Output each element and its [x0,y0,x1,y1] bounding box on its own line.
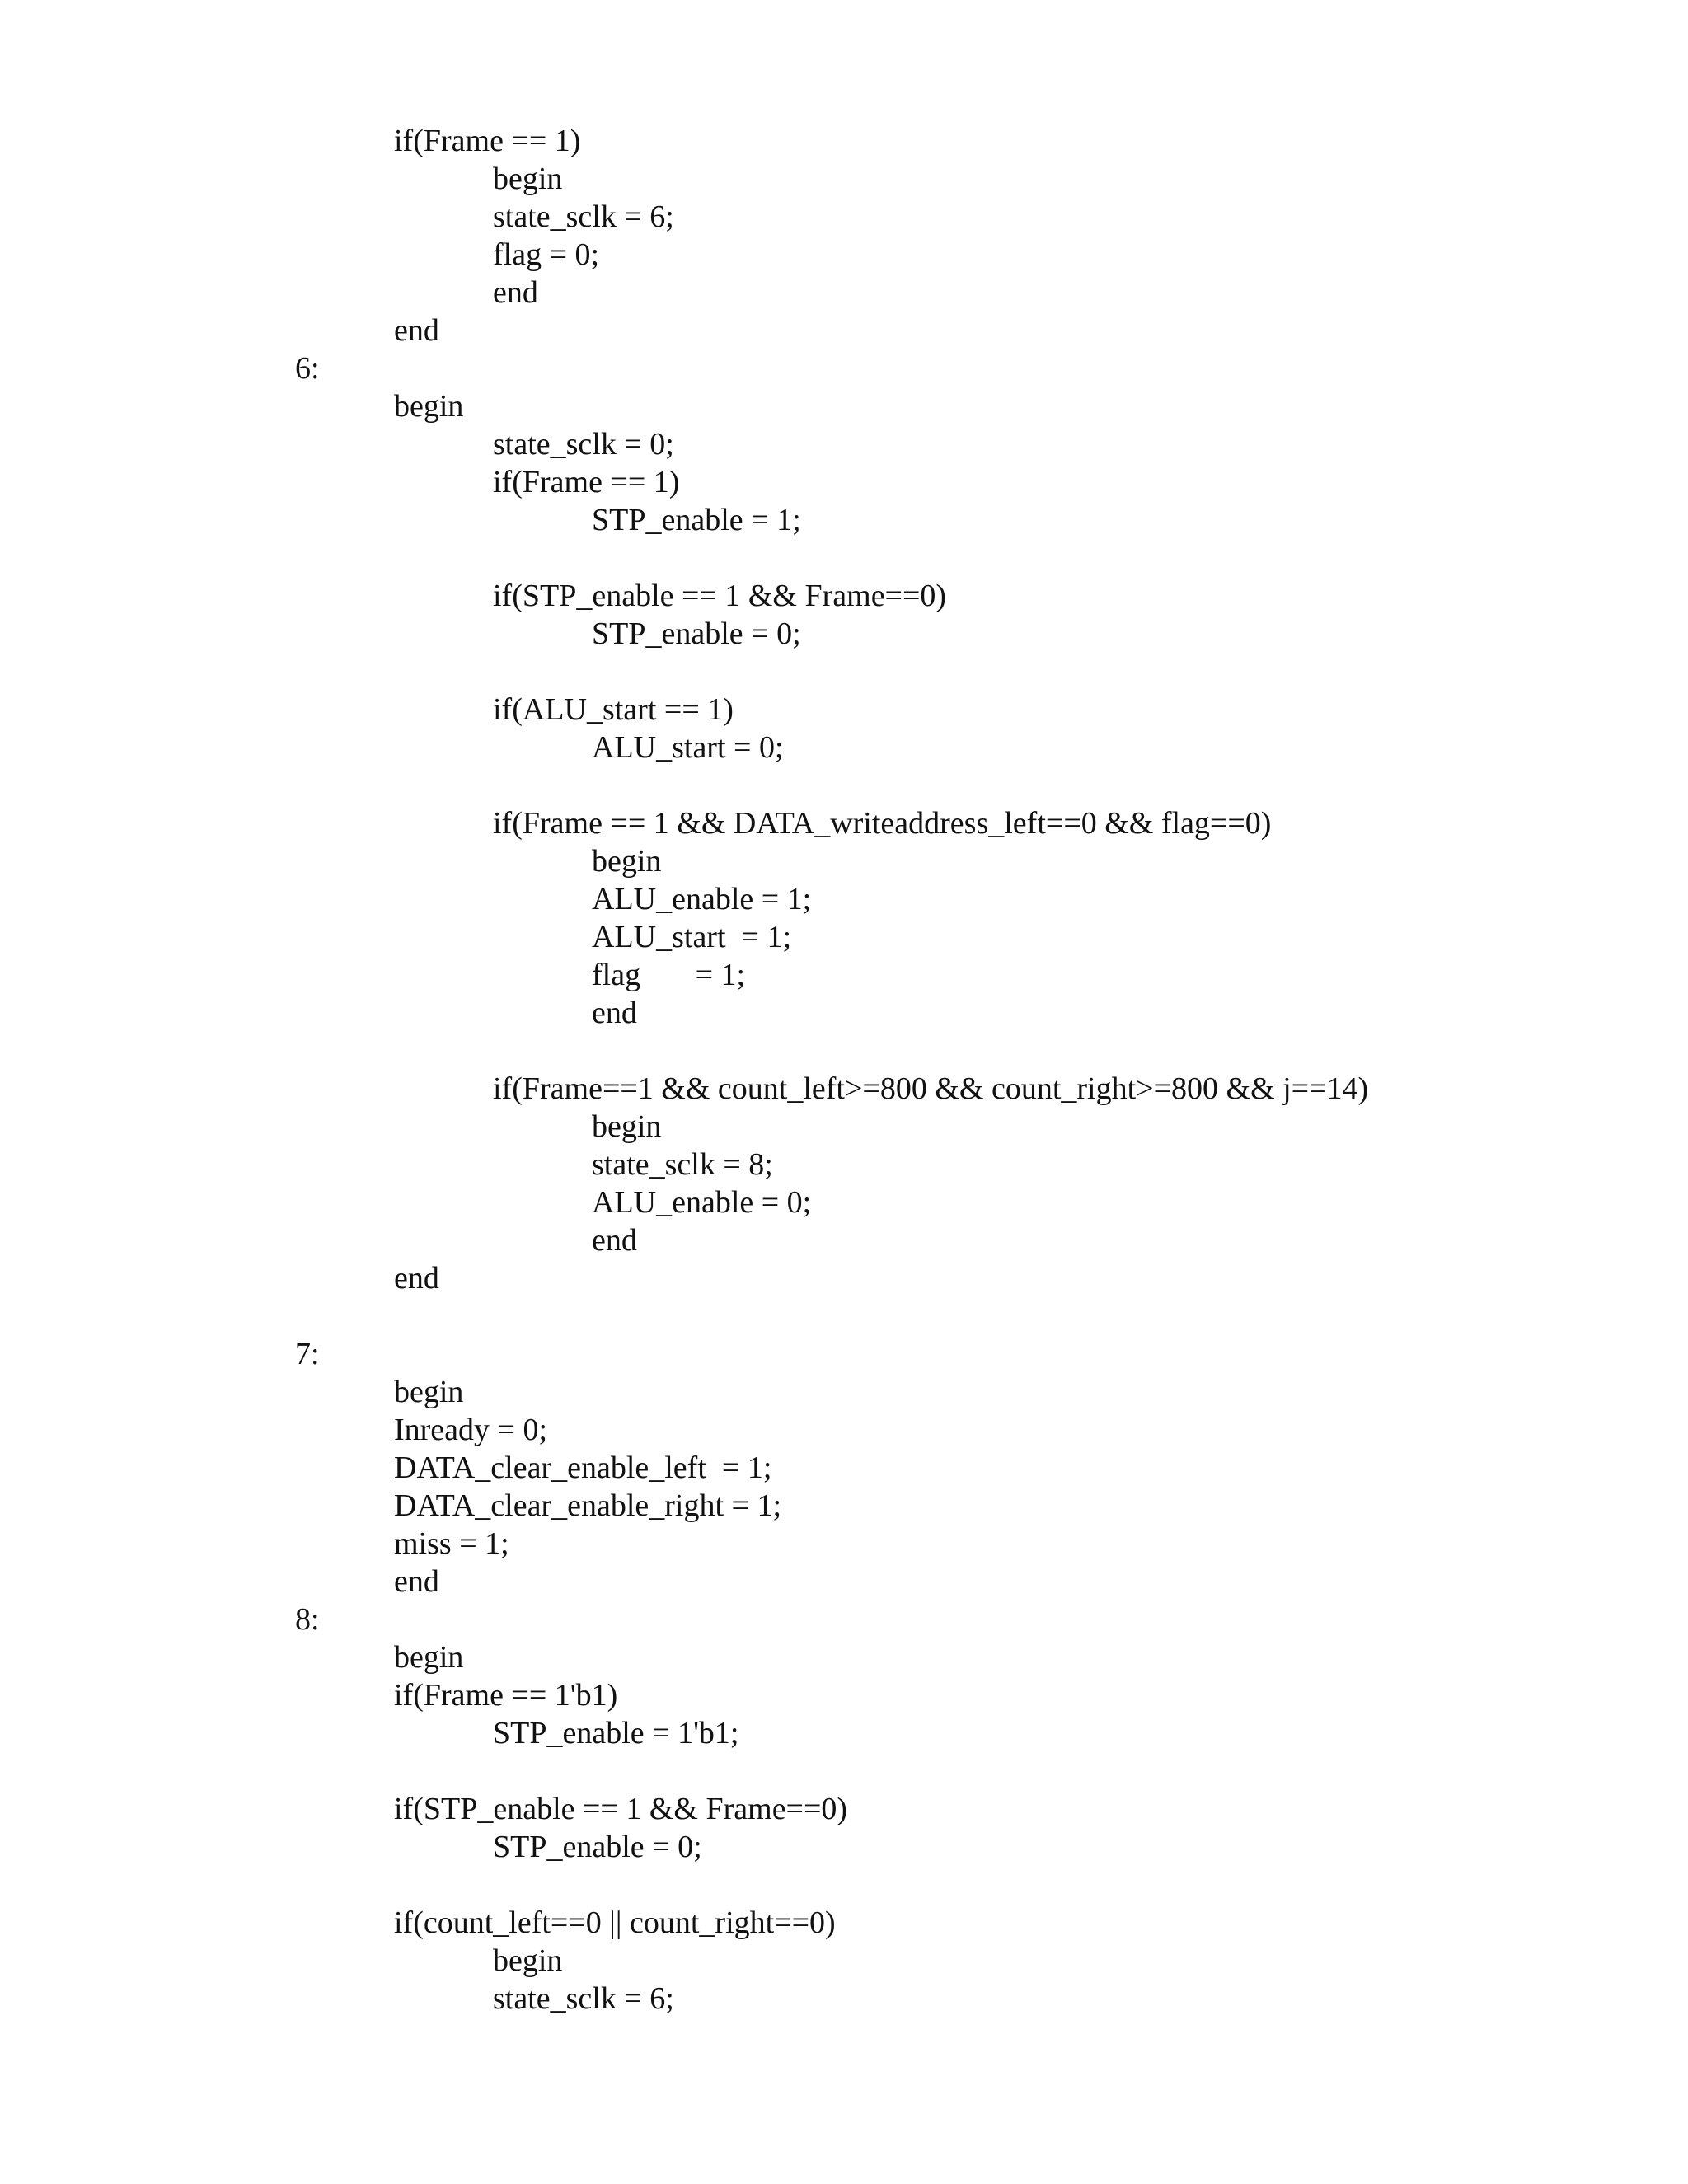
code-line: STP_enable = 1'b1; [493,1716,739,1750]
code-line: begin [394,389,464,424]
code-line: begin [592,844,662,879]
code-line: state_sclk = 6; [493,199,674,234]
code-line: ALU_enable = 1; [592,882,812,916]
code-line: ALU_enable = 0; [592,1185,812,1220]
code-line: if(Frame == 1'b1) [394,1678,618,1713]
code-line: end [493,275,538,310]
code-line: ALU_start = 0; [592,730,784,765]
code-line: begin [592,1109,662,1144]
code-line: if(ALU_start == 1) [493,692,734,727]
code-line: begin [493,1943,563,1978]
code-line: begin [394,1640,464,1675]
code-line: end [394,1564,439,1599]
code-line: end [592,1223,637,1258]
code-line: DATA_clear_enable_right = 1; [394,1488,782,1523]
code-line: if(Frame == 1 && DATA_writeaddress_left==0 && flag==0) [493,806,1272,841]
code-line: if(count_left==0 || count_right==0) [394,1905,836,1940]
code-line: flag = 1; [592,958,746,992]
code-line: state_sclk = 6; [493,1981,674,2016]
code-line: if(Frame==1 && count_left>=800 && count_right>=800 && j==14) [493,1071,1369,1106]
code-line: miss = 1; [394,1526,509,1561]
code-line: begin [493,162,563,196]
code-line: end [394,313,439,348]
code-line: flag = 0; [493,237,600,272]
code-line: DATA_clear_enable_left = 1; [394,1451,772,1485]
code-line: end [592,996,637,1030]
case-label: 8: [295,1602,320,1637]
code-line: if(STP_enable == 1 && Frame==0) [394,1792,848,1826]
code-line: state_sclk = 8; [592,1147,773,1182]
case-label: 6: [295,351,320,386]
code-line: end [394,1261,439,1296]
case-label: 7: [295,1337,320,1371]
code-line: STP_enable = 0; [493,1830,702,1864]
code-line: if(Frame == 1) [493,465,680,499]
code-line: STP_enable = 0; [592,616,801,651]
code-line: STP_enable = 1; [592,503,801,537]
code-line: if(Frame == 1) [394,124,581,158]
code-line: begin [394,1375,464,1409]
code-line: state_sclk = 0; [493,427,674,462]
code-line: if(STP_enable == 1 && Frame==0) [493,579,947,613]
code-line: ALU_start = 1; [592,920,792,954]
code-line: Inready = 0; [394,1413,548,1447]
